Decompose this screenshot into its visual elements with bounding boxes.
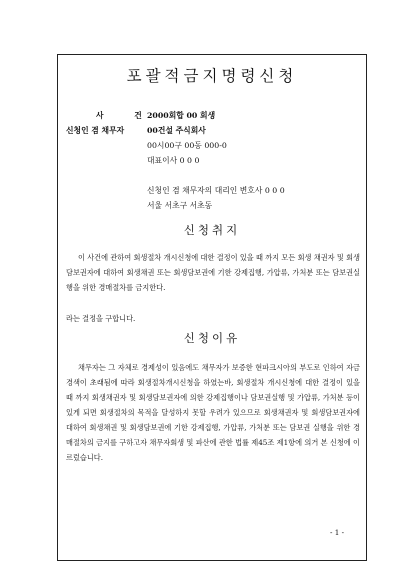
document-title: 포괄적금지명령신청 bbox=[126, 67, 298, 85]
agent-name: 신청인 겸 채무자의 대리인 변호사 0 0 0 bbox=[147, 186, 285, 195]
case-number: 2000회합 00 회생 bbox=[147, 111, 216, 120]
case-label: 사 건 bbox=[96, 111, 142, 120]
reason-paragraph: 채무자는 그 자체로 경제성이 있음에도 채무자가 보증한 현파크시아의 부도로 인하여 자금경색이 초래됨에 따라 회생절차개시신청을 하였는바, 회생절차 개시신청에 대한 결정이 있을 때 까지 회생채권자 및 회생담보권자에 의한 강제집행이나 담보권실행 및 가압류, 가처분 등이 있게 되면 회생절차의 목적을 달성하지 못할 우려가 있으므로 회생채권자 및 회생담보권자에 대하여 회생채권 및 회생담보권에 기한 강제집행, 가압류, 가처분 또는 담보권 실행을 위한 경매절차의 금지를 구하고자 채무자회생 및 파산에 관한 법률 제45조 제1항에 의거 본 신청에 이르렀습니다. bbox=[66, 363, 360, 462]
purpose-heading: 신청취지 bbox=[183, 223, 241, 237]
applicant-label: 신청인 겸 채무자 bbox=[66, 126, 125, 135]
purpose-paragraph: 이 사건에 관하여 회생절차 개시신청에 대한 결정이 있을 때 까지 모든 회생 채권자 및 회생담보권자에 대하여 회생채권 또는 회생담보권에 기한 강제집행, 가압류, 가처분 또는 담보권실행을 위한 경매절차를 금지한다. bbox=[66, 253, 360, 292]
applicant-name: 00건설 주식회사 bbox=[147, 126, 206, 135]
purpose-closing: 라는 결정을 구합니다. bbox=[66, 314, 136, 323]
applicant-representative: 대표이사 0 0 0 bbox=[147, 156, 200, 165]
applicant-address: 00시00구 00동 000-0 bbox=[147, 141, 227, 150]
reason-heading: 신청이유 bbox=[183, 331, 241, 345]
agent-address: 서울 서초구 서초동 bbox=[147, 201, 213, 210]
page-number: - 1 - bbox=[330, 528, 344, 537]
